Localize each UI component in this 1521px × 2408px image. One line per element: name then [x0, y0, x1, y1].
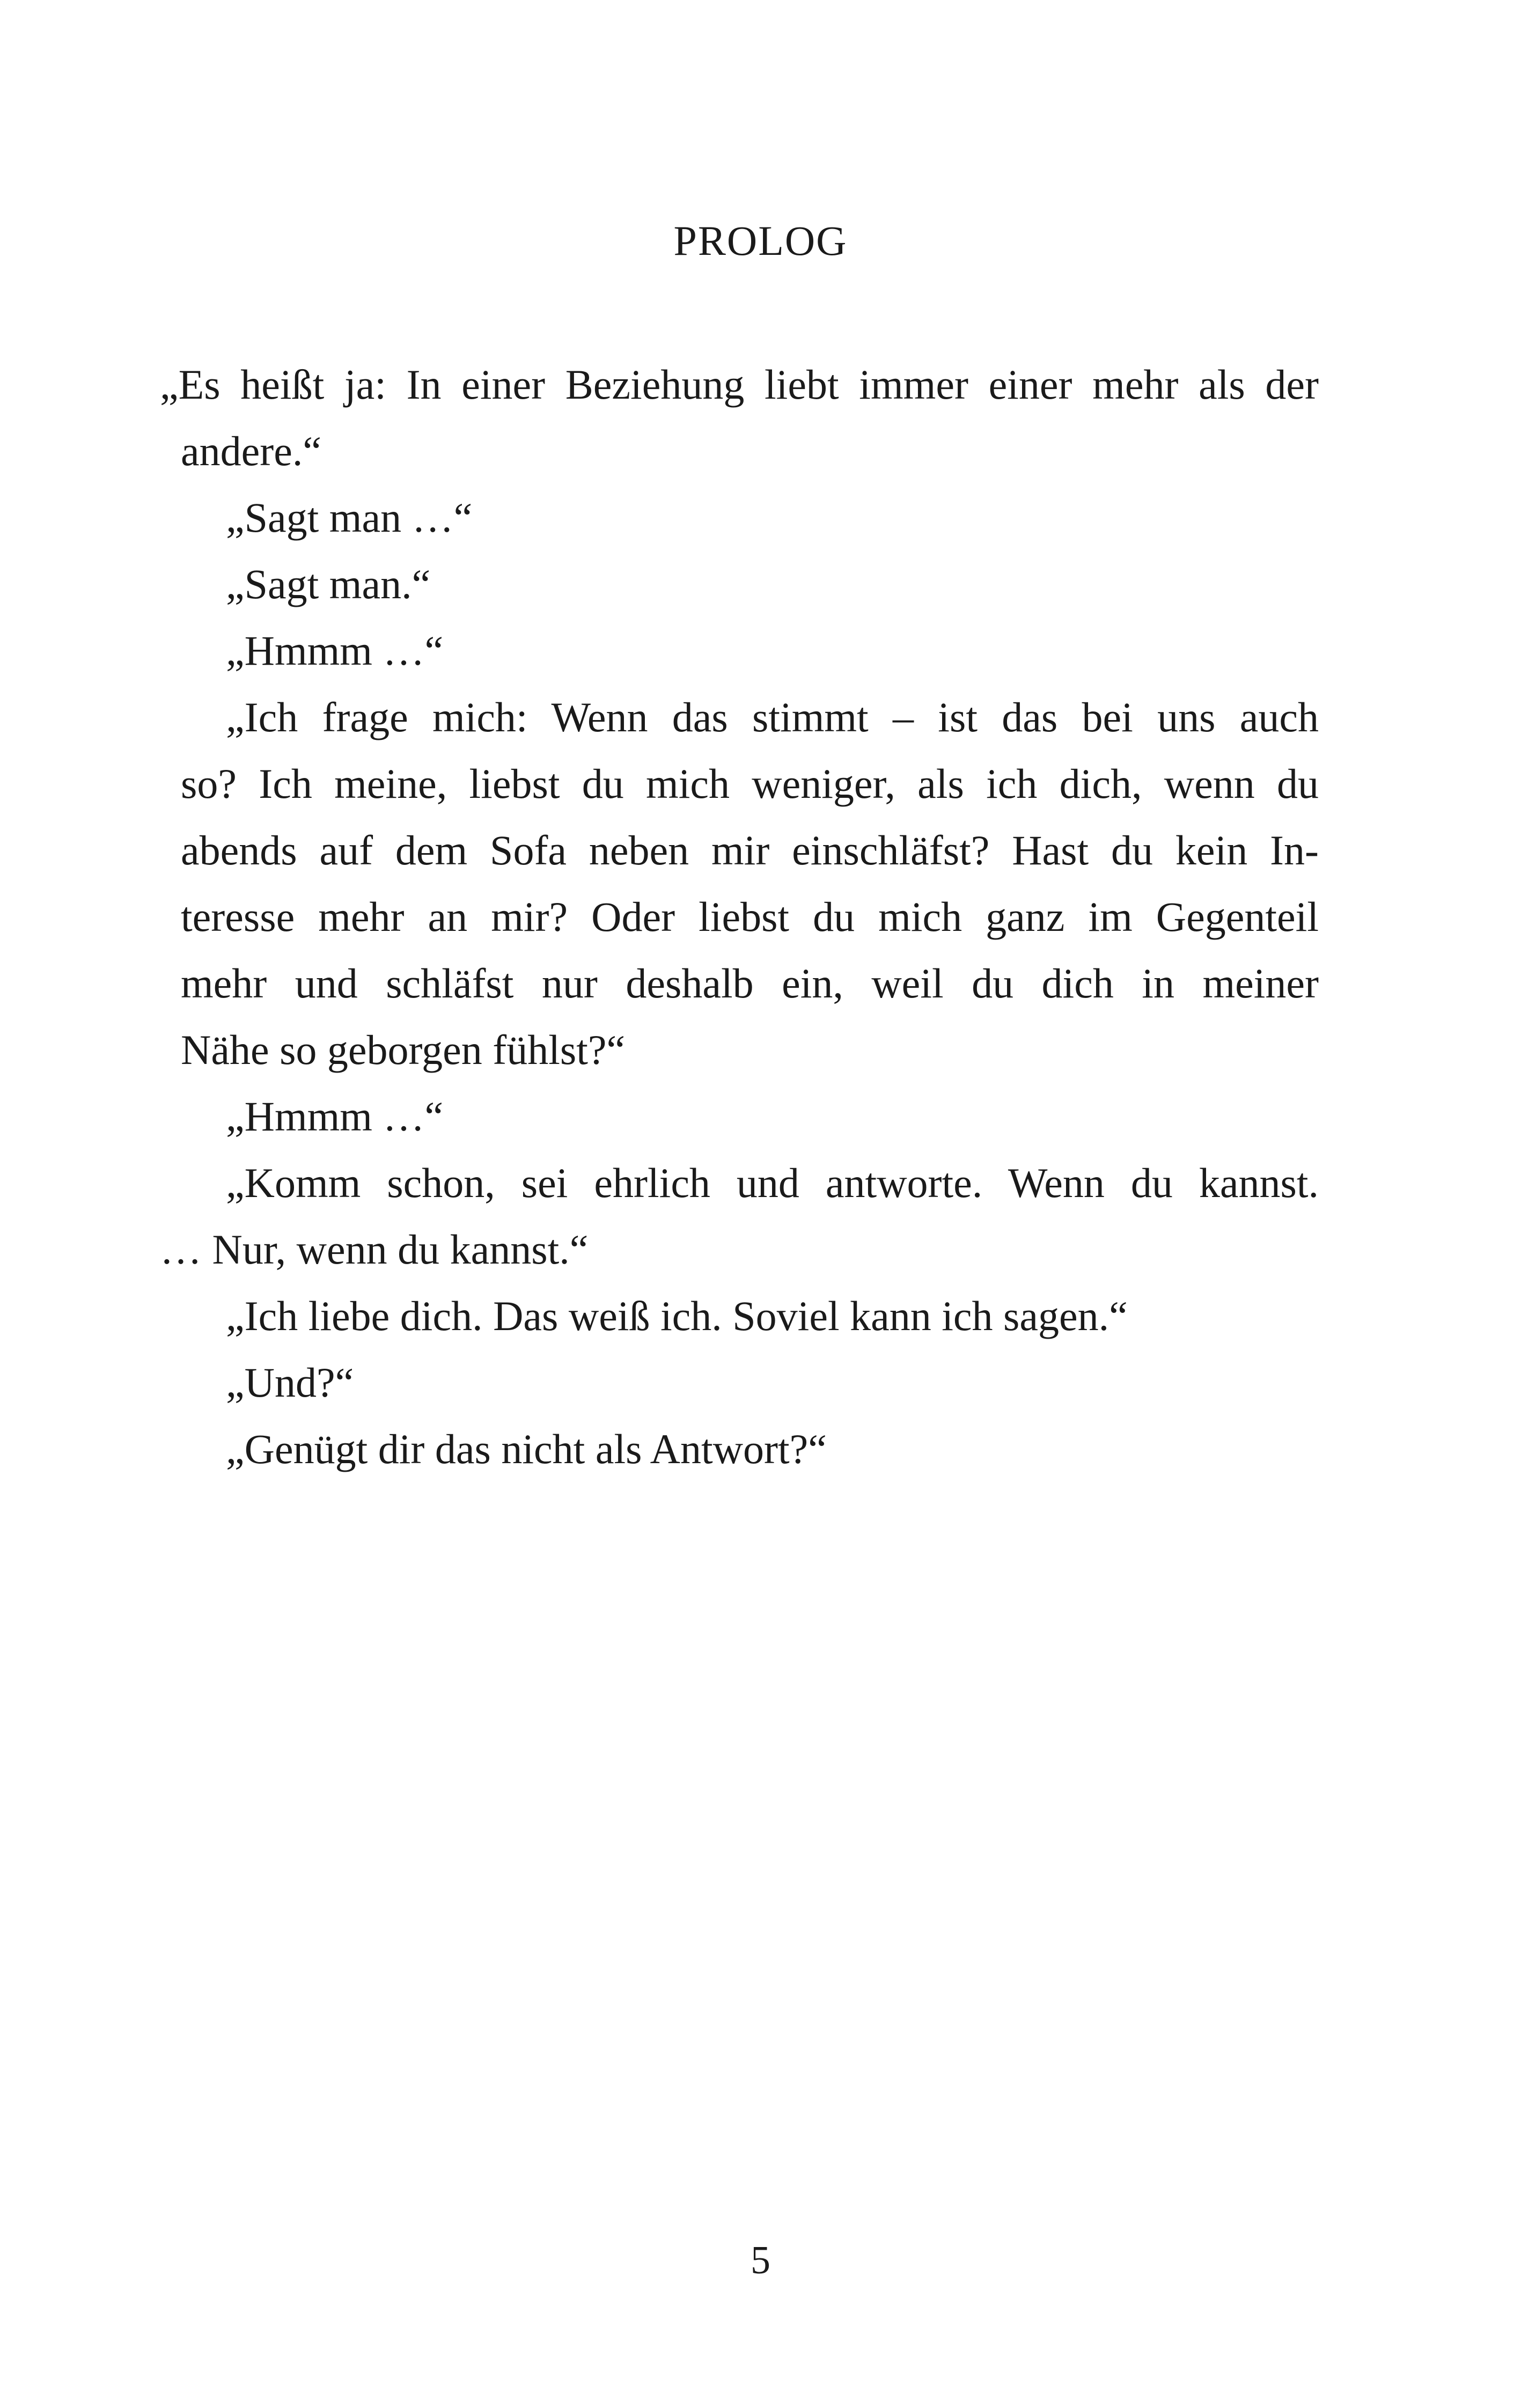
text-line: „Genügt dir das nicht als Antwort?“	[226, 1426, 827, 1472]
text-line: so? Ich meine, liebst du mich weniger, als ich dich, wenn du	[181, 760, 1319, 807]
text-line: „Sagt man …“	[226, 494, 473, 541]
body-text	[160, 351, 1319, 1482]
text-line: teresse mehr an mir? Oder liebst du mich ganz im Gegenteil	[181, 893, 1319, 940]
text-line: „Und?“	[226, 1359, 354, 1406]
text-line: andere.“	[181, 428, 321, 474]
text-line: abends auf dem Sofa neben mir einschläfst? Hast du kein In-	[181, 827, 1319, 873]
text-line: „Hmmm …“	[226, 1093, 444, 1140]
text-line: „Hmmm …“	[226, 627, 444, 674]
page-number: 5	[751, 2238, 770, 2282]
text-line: Nähe so geborgen fühlst?“	[181, 1026, 626, 1073]
text-line: „Ich liebe dich. Das weiß ich. Soviel kann ich sagen.“	[226, 1293, 1128, 1339]
text-line: „Sagt man.“	[226, 561, 431, 607]
chapter-title: PROLOG	[673, 217, 848, 264]
text-line: „Ich frage mich: Wenn das stimmt – ist das bei uns auch	[226, 694, 1319, 740]
text-line: mehr und schläfst nur deshalb ein, weil du dich in meiner	[181, 960, 1319, 1007]
text-line: „Es heißt ja: In einer Beziehung liebt immer einer mehr als der	[160, 361, 1319, 408]
text-line: … Nur, wenn du kannst.“	[160, 1226, 589, 1273]
text-line: „Komm schon, sei ehrlich und antworte. Wenn du kannst.	[226, 1159, 1319, 1206]
